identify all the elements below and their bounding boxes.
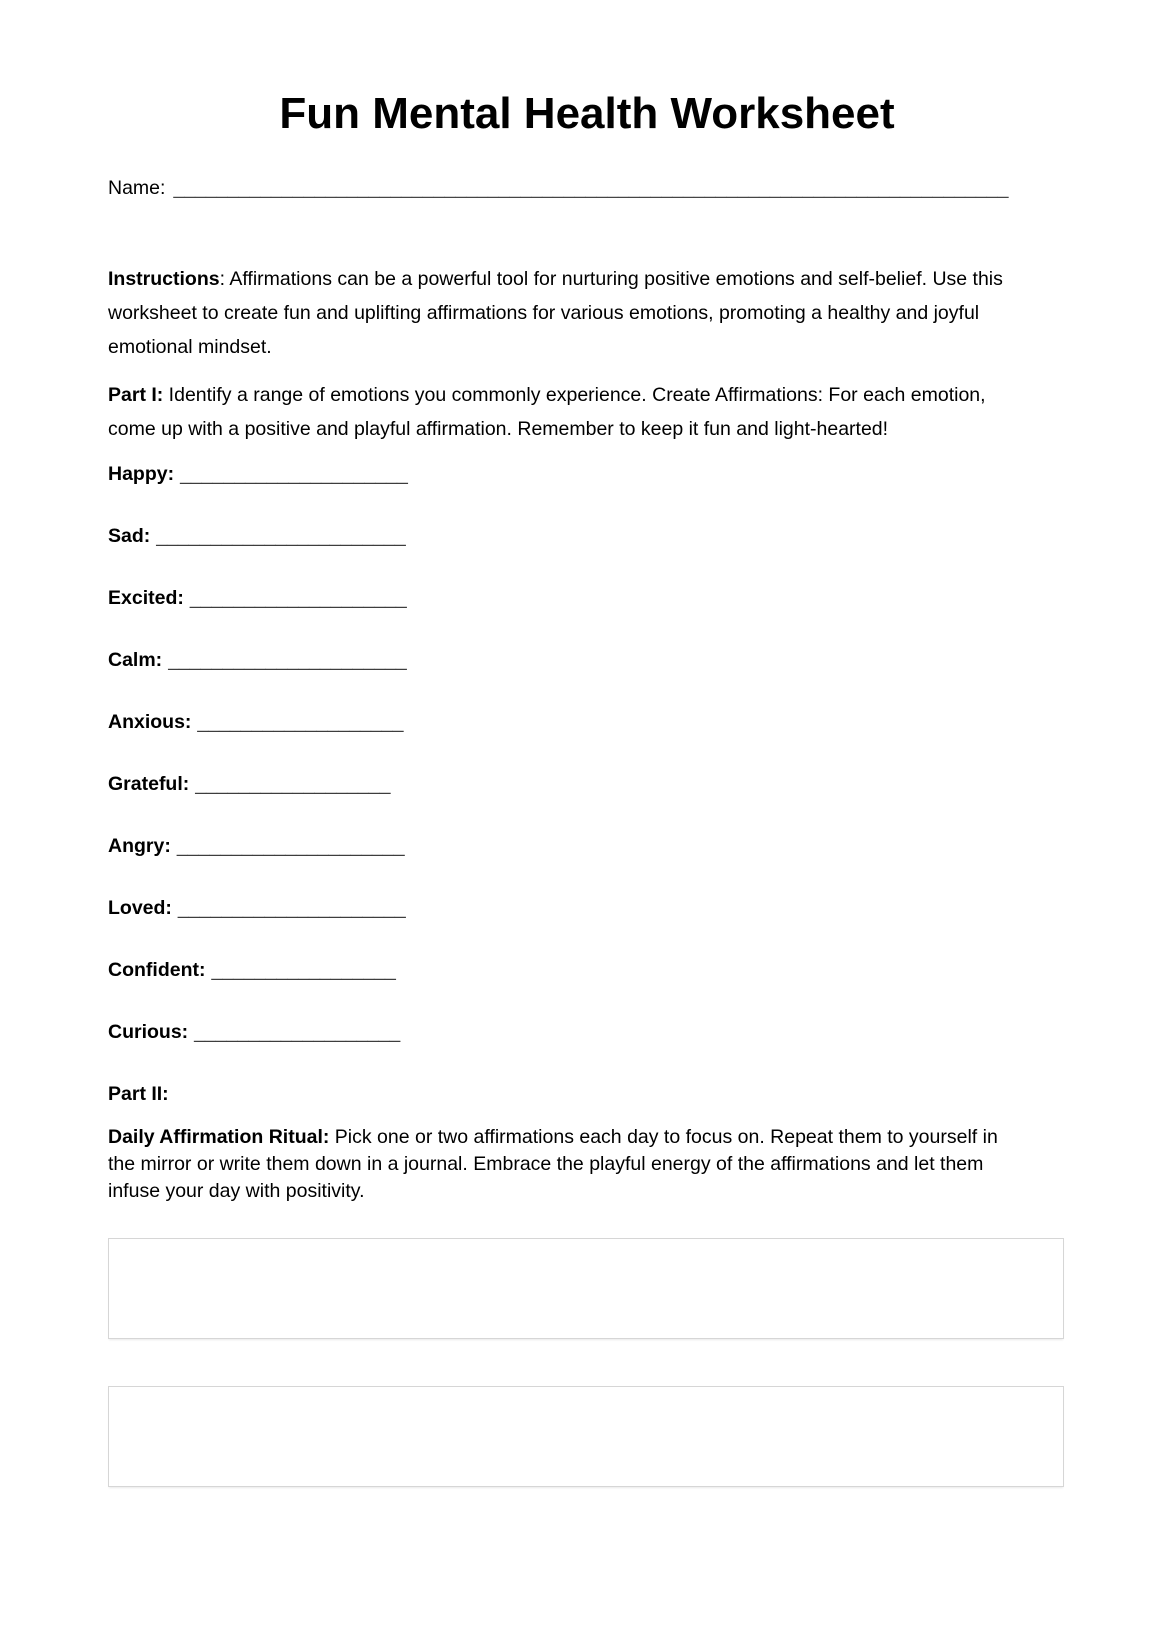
part1-text: Identify a range of emotions you commonly experience. Create Affirmations: For each emotion, come up with a positive and playful affirmation. Remember to keep it fun and light-hearted! <box>108 384 986 440</box>
emotion-blank-line: __________________ <box>195 773 391 795</box>
emotion-list <box>108 462 1066 1044</box>
emotion-label: Excited: <box>108 587 184 609</box>
emotion-row-anxious <box>108 710 1066 734</box>
affirmation-answer-box-1[interactable] <box>108 1238 1064 1339</box>
emotion-row-angry <box>108 834 1066 858</box>
instructions-text: : Affirmations can be a powerful tool for nurturing positive emotions and self-belief. Use this worksheet to create fun and uplifting affirmations for various emotions, promoting a healthy and joyful emotional mindset. <box>108 268 1003 358</box>
name-row <box>108 176 1066 200</box>
emotion-label: Grateful: <box>108 773 190 795</box>
part2-heading: Part II: <box>108 1083 169 1105</box>
emotion-row-confident <box>108 958 1066 982</box>
emotion-label: Calm: <box>108 649 163 671</box>
ritual-label: Daily Affirmation Ritual: <box>108 1126 330 1148</box>
affirmation-answer-box-2[interactable] <box>108 1386 1064 1487</box>
emotion-label: Anxious: <box>108 711 192 733</box>
instructions-paragraph <box>108 262 1016 364</box>
ritual-paragraph <box>108 1124 1016 1205</box>
emotion-blank-line: _______________________ <box>156 525 406 547</box>
instructions-label: Instructions <box>108 268 220 290</box>
emotion-row-loved <box>108 896 1066 920</box>
emotion-blank-line: ______________________ <box>168 649 407 671</box>
emotion-label: Sad: <box>108 525 151 547</box>
part1-label: Part I: <box>108 384 164 406</box>
emotion-row-calm <box>108 648 1066 672</box>
ritual-text: Pick one or two affirmations each day to focus on. Repeat them to yourself in the mirror or write them down in a journal. Embrace the playful energy of the affirmations and let them infuse your day with positivity. <box>108 1126 998 1202</box>
name-label: Name: <box>108 177 166 199</box>
emotion-label: Curious: <box>108 1021 189 1043</box>
emotion-blank-line: _________________ <box>211 959 396 981</box>
emotion-blank-line: _____________________ <box>176 835 405 857</box>
emotion-row-grateful <box>108 772 1066 796</box>
emotion-blank-line: _____________________ <box>177 897 406 919</box>
emotion-row-curious <box>108 1020 1066 1044</box>
emotion-label: Angry: <box>108 835 171 857</box>
emotion-blank-line: ___________________ <box>194 1021 401 1043</box>
emotion-row-excited <box>108 586 1066 610</box>
page-title: Fun Mental Health Worksheet <box>279 89 895 138</box>
emotion-blank-line: _____________________ <box>180 463 408 485</box>
emotion-row-sad <box>108 524 1066 548</box>
name-blank-line: _____________________________________________________________________________ <box>173 177 1009 199</box>
part1-paragraph <box>108 378 1016 446</box>
emotion-label: Happy: <box>108 463 175 485</box>
emotion-blank-line: ____________________ <box>189 587 407 609</box>
emotion-row-happy <box>108 462 1066 486</box>
emotion-label: Confident: <box>108 959 206 981</box>
emotion-label: Loved: <box>108 897 172 919</box>
emotion-blank-line: ___________________ <box>197 711 404 733</box>
